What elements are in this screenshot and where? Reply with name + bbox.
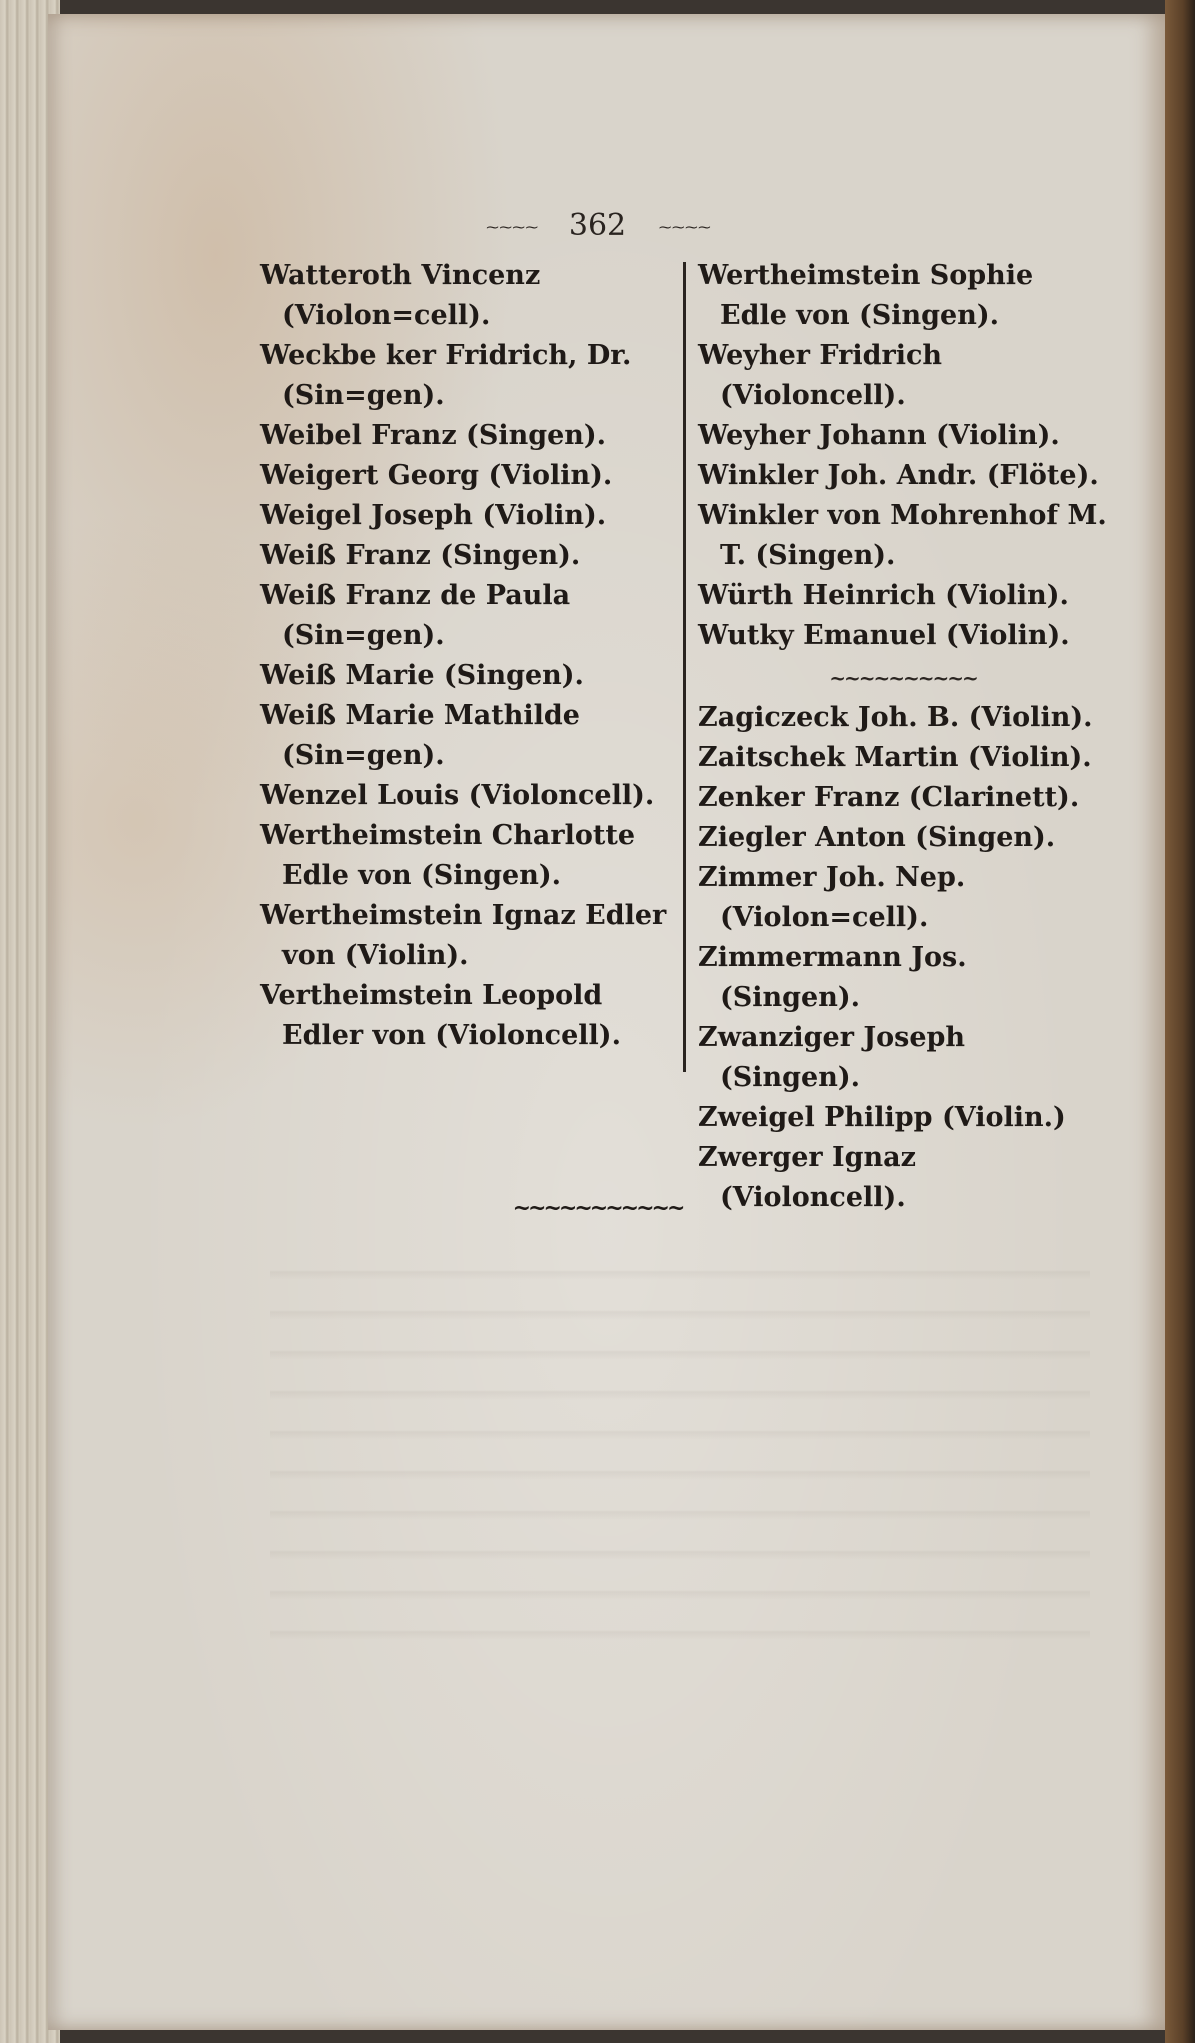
list-entry: Weigel Joseph (Violin). [260,500,607,531]
bleed-through [270,1240,1090,1660]
list-entry: Weyher Johann (Violin). [698,420,1060,451]
list-entry: Wutky Emanuel (Violin). [698,620,1070,651]
list-entry: Wertheimstein Ignaz Edler von (Violin). [260,900,667,971]
list-entry: Zimmer Joh. Nep. (Violon=cell). [698,862,966,933]
column-divider [683,262,686,1072]
list-entry: Vertheimstein Leopold Edler von (Violoncell). [260,980,621,1051]
list-entry: Zweigel Philipp (Violin.) [698,1102,1066,1133]
left-column [260,256,670,1056]
header-ornament-right: ~~~~ [657,218,710,236]
section-separator: ~~~~~~~~~~ [829,666,977,690]
list-entry: Ziegler Anton (Singen). [698,822,1056,853]
list-entry: Zwerger Ignaz (Violoncell). [698,1142,917,1213]
list-entry: Zimmermann Jos. (Singen). [698,942,967,1013]
right-column [698,256,1108,1218]
list-entry: Weibel Franz (Singen). [260,420,607,451]
list-entry: Weiß Franz de Paula (Sin=gen). [260,580,571,651]
header-ornament-left: ~~~~ [484,218,538,236]
list-entry: Zwanziger Joseph (Singen). [698,1022,966,1093]
list-entry: Würth Heinrich (Violin). [698,580,1069,611]
end-ornament: ~~~~~~~~~~~ [512,1195,683,1221]
list-entry: Weiß Franz (Singen). [260,540,581,571]
list-entry: Weiß Marie (Singen). [260,660,584,691]
list-entry: Weigert Georg (Violin). [260,460,613,491]
page-number: 362 [568,208,627,243]
list-entry: Zagiczeck Joh. B. (Violin). [698,702,1093,733]
list-entry: Zaitschek Martin (Violin). [698,742,1092,773]
list-entry: Zenker Franz (Clarinett). [698,782,1080,813]
list-entry: Wertheimstein Charlotte Edle von (Singen). [260,820,635,891]
list-entry: Watteroth Vincenz (Violon=cell). [260,260,541,331]
list-entry: Weckbe ker Fridrich, Dr. (Sin=gen). [260,340,632,411]
list-entry: Wenzel Louis (Violoncell). [260,780,655,811]
list-entry: Wertheimstein Sophie Edle von (Singen). [698,260,1034,331]
list-entry: Winkler Joh. Andr. (Flöte). [698,460,1099,491]
page-header [0,208,1195,243]
list-entry: Weiß Marie Mathilde (Sin=gen). [260,700,580,771]
book-spine-edge [1165,0,1195,2043]
list-entry: Weyher Fridrich (Violoncell). [698,340,943,411]
list-entry: Winkler von Mohrenhof M. T. (Singen). [698,500,1107,571]
